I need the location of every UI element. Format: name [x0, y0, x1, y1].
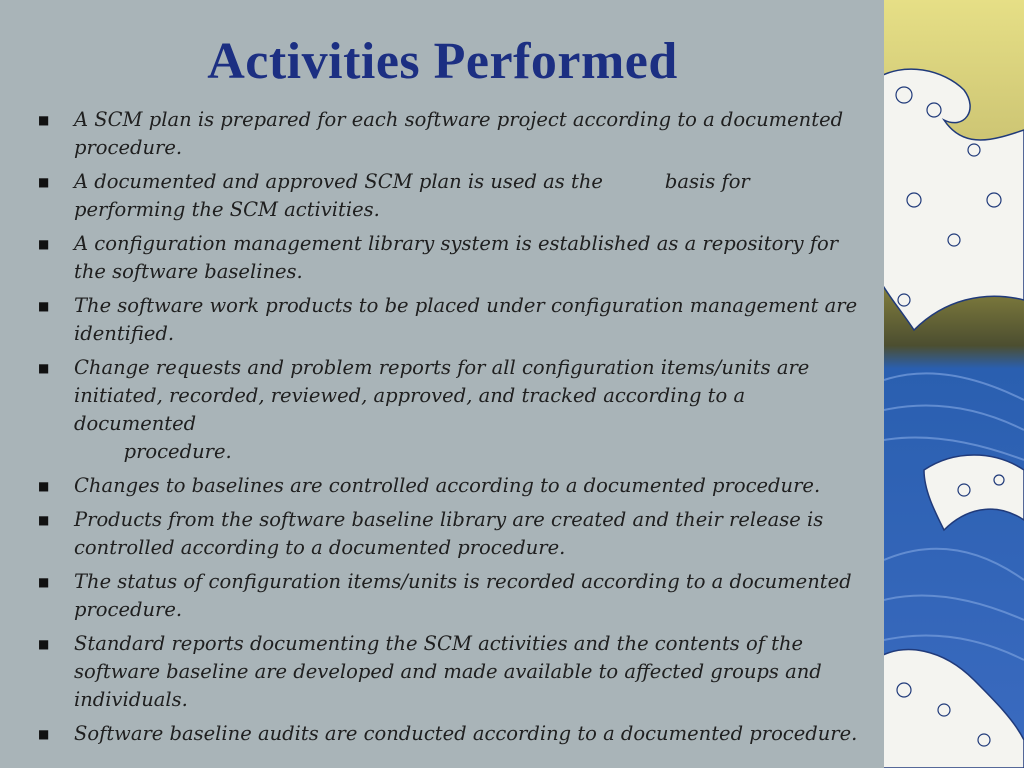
bullet-text: Products from the software baseline library are created and their release is controlled according to a documented procedure.: [74, 508, 830, 559]
square-bullet-icon: ■: [38, 575, 50, 589]
bullet-text: The status of configuration items/units is recorded according to a documented procedure.: [74, 570, 858, 621]
bullet-text: Standard reports documenting the SCM activities and the contents of the software baseline are developed and made available to affected groups and individuals.: [74, 632, 828, 711]
bullet-item: [36, 568, 858, 624]
bullet-item: [36, 106, 858, 162]
square-bullet-icon: ■: [38, 513, 50, 527]
bullet-list: [36, 106, 864, 754]
great-wave-illustration-icon: [884, 0, 1024, 768]
bullet-item: [36, 354, 858, 466]
bullet-item: [36, 230, 858, 286]
bullet-text: A configuration management library system is established as a repository for the software baselines.: [74, 232, 845, 283]
bullet-text: The software work products to be placed under configuration management are identified.: [74, 294, 864, 345]
square-bullet-icon: ■: [38, 237, 50, 251]
slide-title: Activities Performed: [207, 33, 678, 90]
square-bullet-icon: ■: [38, 113, 50, 127]
bullet-item: [36, 506, 858, 562]
bullet-text: A SCM plan is prepared for each software project according to a documented procedure.: [74, 108, 850, 159]
square-bullet-icon: ■: [38, 479, 50, 493]
square-bullet-icon: ■: [38, 727, 50, 741]
bullet-item: [36, 292, 864, 348]
square-bullet-icon: ■: [38, 299, 50, 313]
bullet-item: [36, 720, 858, 748]
square-bullet-icon: ■: [38, 637, 50, 651]
bullet-text: Changes to baselines are controlled according to a documented procedure.: [74, 474, 821, 497]
bullet-text: Software baseline audits are conducted according to a documented procedure.: [74, 722, 858, 745]
bullet-item: [36, 472, 858, 500]
bullet-item: [36, 168, 858, 224]
bullet-text: A documented and approved SCM plan is used as the basis for performing the SCM activities.: [74, 170, 756, 221]
bullet-text: Change requests and problem reports for all configuration items/units are initiated, recorded, reviewed, approved, and tracked according to a documented procedure.: [74, 356, 810, 463]
square-bullet-icon: ■: [38, 175, 50, 189]
square-bullet-icon: ■: [38, 361, 50, 375]
bullet-item: [36, 630, 858, 714]
